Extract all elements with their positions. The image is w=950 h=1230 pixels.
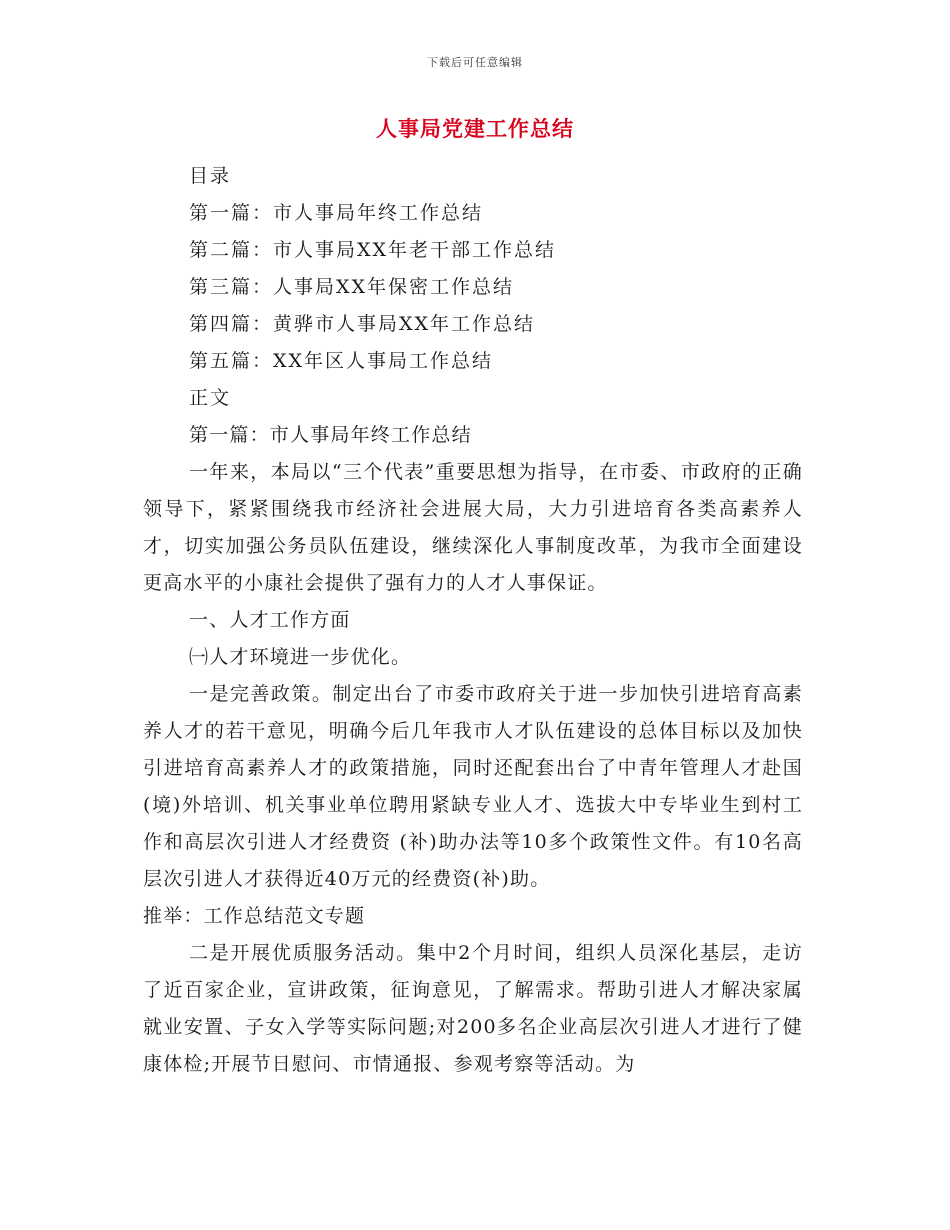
- table-of-contents: [189, 158, 556, 417]
- document-title: 人事局党建工作总结: [376, 116, 574, 141]
- toc-item: 第五篇：XX年区人事局工作总结: [189, 350, 494, 372]
- recommendation-link-text: 推举：工作总结范文专题: [143, 905, 366, 927]
- toc-item: 第四篇：黄骅市人事局XX年工作总结: [189, 313, 536, 335]
- body-heading: 正文: [189, 387, 232, 409]
- toc-item: 第一篇：市人事局年终工作总结: [189, 202, 484, 224]
- paragraph: 一年来，本局以“三个代表”重要思想为指导，在市委、市政府的正确领导下，紧紧围绕我市经济社会进展大局，大力引进培育各类高素养人才，切实加强公务员队伍建设，继续深化人事制度改革，为我市全面建设更高水平的小康社会提供了强有力的人才人事保证。: [143, 461, 803, 594]
- body-text: [143, 417, 803, 1083]
- paragraph: 一是完善政策。制定出台了市委市政府关于进一步加快引进培育高素养人才的若干意见，明确今后几年我市人才队伍建设的总体目标以及加快引进培育高素养人才的政策措施，同时还配套出台了中青年管理人才赴国(境)外培训、机关事业单位聘用紧缺专业人才、选拔大中专毕业生到村工作和高层次引进人才经费资 (补)助办法等10多个政策性文件。有10名高层次引进人才获得近40万元的经费资(补)助。: [143, 683, 803, 890]
- toc-item: 第三篇：人事局XX年保密工作总结: [189, 276, 515, 298]
- header-note: 下载后可任意编辑: [427, 56, 523, 69]
- toc-item: 第二篇：市人事局XX年老干部工作总结: [189, 239, 557, 261]
- subheading: 一、人才工作方面: [189, 609, 351, 631]
- subheading: ㈠人才环境进一步优化。: [189, 646, 412, 668]
- section-title: 第一篇：市人事局年终工作总结: [189, 424, 472, 446]
- toc-heading: 目录: [189, 165, 232, 187]
- paragraph: 二是开展优质服务活动。集中2个月时间，组织人员深化基层，走访了近百家企业，宣讲政策，征询意见，了解需求。帮助引进人才解决家属就业安置、子女入学等实际问题;对200多名企业高层次引进人才进行了健康体检;开展节日慰问、市情通报、参观考察等活动。为: [143, 942, 803, 1075]
